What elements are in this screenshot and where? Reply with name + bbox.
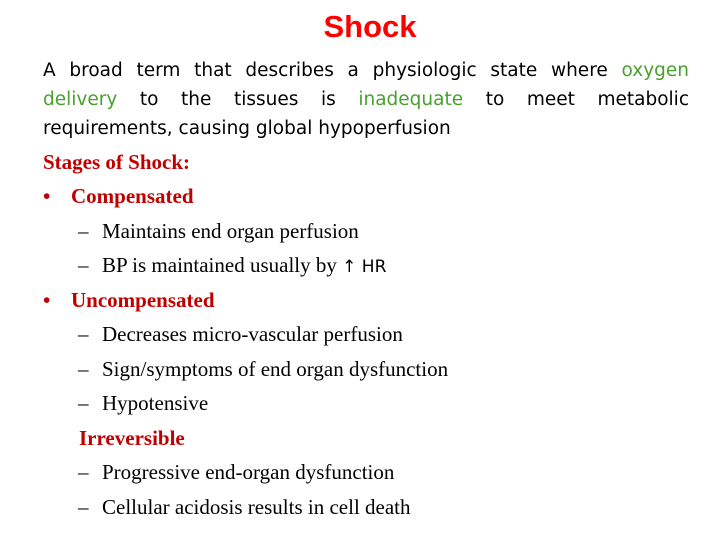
uncompensated-item-text: Sign/symptoms of end organ dysfunction <box>102 356 449 381</box>
uncompensated-item-text: Hypotensive <box>102 391 209 415</box>
stages-heading: Stages of Shock: <box>43 150 191 174</box>
stage-uncompensated-label: Uncompensated <box>71 287 215 312</box>
dash-icon: – <box>78 322 89 346</box>
uncompensated-item <box>78 317 403 352</box>
bullet-icon: • <box>43 287 51 312</box>
slide-title: Shock <box>323 9 417 44</box>
dash-icon: – <box>78 494 89 519</box>
stage-compensated-label: Compensated <box>71 184 194 208</box>
uncompensated-item-text: Decreases micro-vascular perfusion <box>102 322 403 346</box>
highlight-inadequate: inadequate <box>358 89 464 110</box>
dash-icon: – <box>78 253 89 277</box>
compensated-item-text: Maintains end organ perfusion <box>102 218 359 243</box>
uncompensated-item <box>78 386 208 421</box>
stage-compensated <box>43 179 194 214</box>
uncompensated-item <box>78 352 448 387</box>
heart-rate-up-text: ↑ HR <box>342 257 387 277</box>
definition-paragraph <box>43 56 689 143</box>
irreversible-item-text: Progressive end-organ dysfunction <box>102 460 395 484</box>
definition-text-3: to meet metabolic requirements, causing global hypoperfusion <box>43 89 689 139</box>
definition-text-1: A broad term that describes a physiologic state where <box>43 60 622 81</box>
stage-uncompensated <box>43 283 215 318</box>
dash-icon: – <box>78 218 89 243</box>
stage-irreversible: Irreversible <box>79 425 185 450</box>
definition-text-2: to the tissues is <box>117 89 359 110</box>
highlight-oxygen-delivery: oxygen delivery <box>43 60 689 110</box>
irreversible-item <box>78 490 411 525</box>
irreversible-item <box>78 455 394 490</box>
dash-icon: – <box>78 391 89 415</box>
compensated-item <box>78 214 359 249</box>
compensated-item-text: BP is maintained usually by <box>102 253 337 277</box>
dash-icon: – <box>78 460 89 484</box>
bullet-icon: • <box>43 184 51 208</box>
irreversible-item-text: Cellular acidosis results in cell death <box>102 494 411 519</box>
compensated-item <box>78 248 386 285</box>
dash-icon: – <box>78 356 89 381</box>
